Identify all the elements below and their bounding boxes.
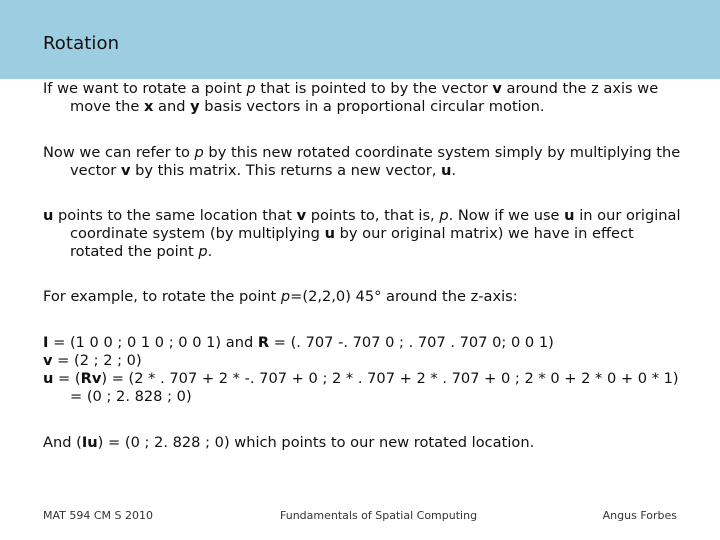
text: ) = (2 * . 707 + 2 * -. 707 + 0 ; 2 * . 707 + 2 * . 707 + 0 ; 2 * 0 + 2 * 0 + 0 * 1) = (0 ; 2. 828 ; 0) <box>70 370 679 405</box>
text: in our original coordinate system (by multiplying <box>70 207 681 242</box>
var-p: p <box>246 80 256 97</box>
text: =(2,2,0) 45° around the z-axis: <box>290 288 518 305</box>
text: = ( <box>53 370 81 387</box>
footer-title: Fundamentals of Spatial Computing <box>280 509 478 522</box>
var-I: I <box>43 334 49 351</box>
equation-line-v <box>43 352 683 370</box>
var-Rv: Rv <box>80 370 102 387</box>
var-v: v <box>296 207 307 224</box>
text: by this matrix. This returns a new vector, <box>130 162 442 179</box>
text: around the z axis we move the <box>70 80 659 115</box>
footer-author: Angus Forbes <box>602 509 677 522</box>
paragraph-refer-p <box>43 144 683 180</box>
text: by our original matrix) we have in effect rotated the point <box>70 225 634 260</box>
text: . <box>207 243 213 260</box>
text: points to the same location that <box>53 207 297 224</box>
slide-body <box>43 80 683 452</box>
slide-title: Rotation <box>43 33 120 54</box>
var-p: p <box>280 288 291 305</box>
paragraph-u-points <box>43 207 683 261</box>
var-p: p <box>194 144 204 161</box>
var-x: x <box>144 98 154 115</box>
text: For example, to rotate the point <box>43 288 281 305</box>
var-R: R <box>257 334 270 351</box>
text: Now we can refer to <box>43 144 195 161</box>
text: that is pointed to by the vector <box>255 80 493 97</box>
var-p: p <box>198 243 208 260</box>
text: = (2 ; 2 ; 0) <box>52 352 142 369</box>
paragraph-conclusion <box>43 434 683 452</box>
var-u: u <box>43 370 54 387</box>
var-v: v <box>43 352 53 369</box>
equation-block <box>43 334 683 406</box>
text: If we want to rotate a point <box>43 80 247 97</box>
var-v: v <box>120 162 131 179</box>
text: . <box>451 162 457 179</box>
var-u: u <box>441 162 452 179</box>
paragraph-example <box>43 288 683 306</box>
text: basis vectors in a proportional circular motion. <box>199 98 545 115</box>
text: by this new rotated coordinate system simply by multiplying the vector <box>70 144 681 179</box>
var-p: p <box>439 207 449 224</box>
var-u: u <box>564 207 575 224</box>
var-Iu: Iu <box>81 434 98 451</box>
text: And ( <box>43 434 82 451</box>
var-y: y <box>190 98 200 115</box>
var-u: u <box>43 207 54 224</box>
equation-line-matrices <box>43 334 683 352</box>
text: points to, that is, <box>306 207 440 224</box>
equation-line-u <box>43 370 683 406</box>
paragraph-rotate-point <box>43 80 683 116</box>
footer-course: MAT 594 CM S 2010 <box>43 509 154 522</box>
var-u: u <box>324 225 335 242</box>
text: and <box>153 98 191 115</box>
text: . Now if we use <box>448 207 565 224</box>
text: ) = (0 ; 2. 828 ; 0) which points to our new rotated location. <box>97 434 535 451</box>
text: = (. 707 -. 707 0 ; . 707 . 707 0; 0 0 1) <box>269 334 554 351</box>
text: = (1 0 0 ; 0 1 0 ; 0 0 1) and <box>48 334 258 351</box>
var-v: v <box>492 80 502 97</box>
